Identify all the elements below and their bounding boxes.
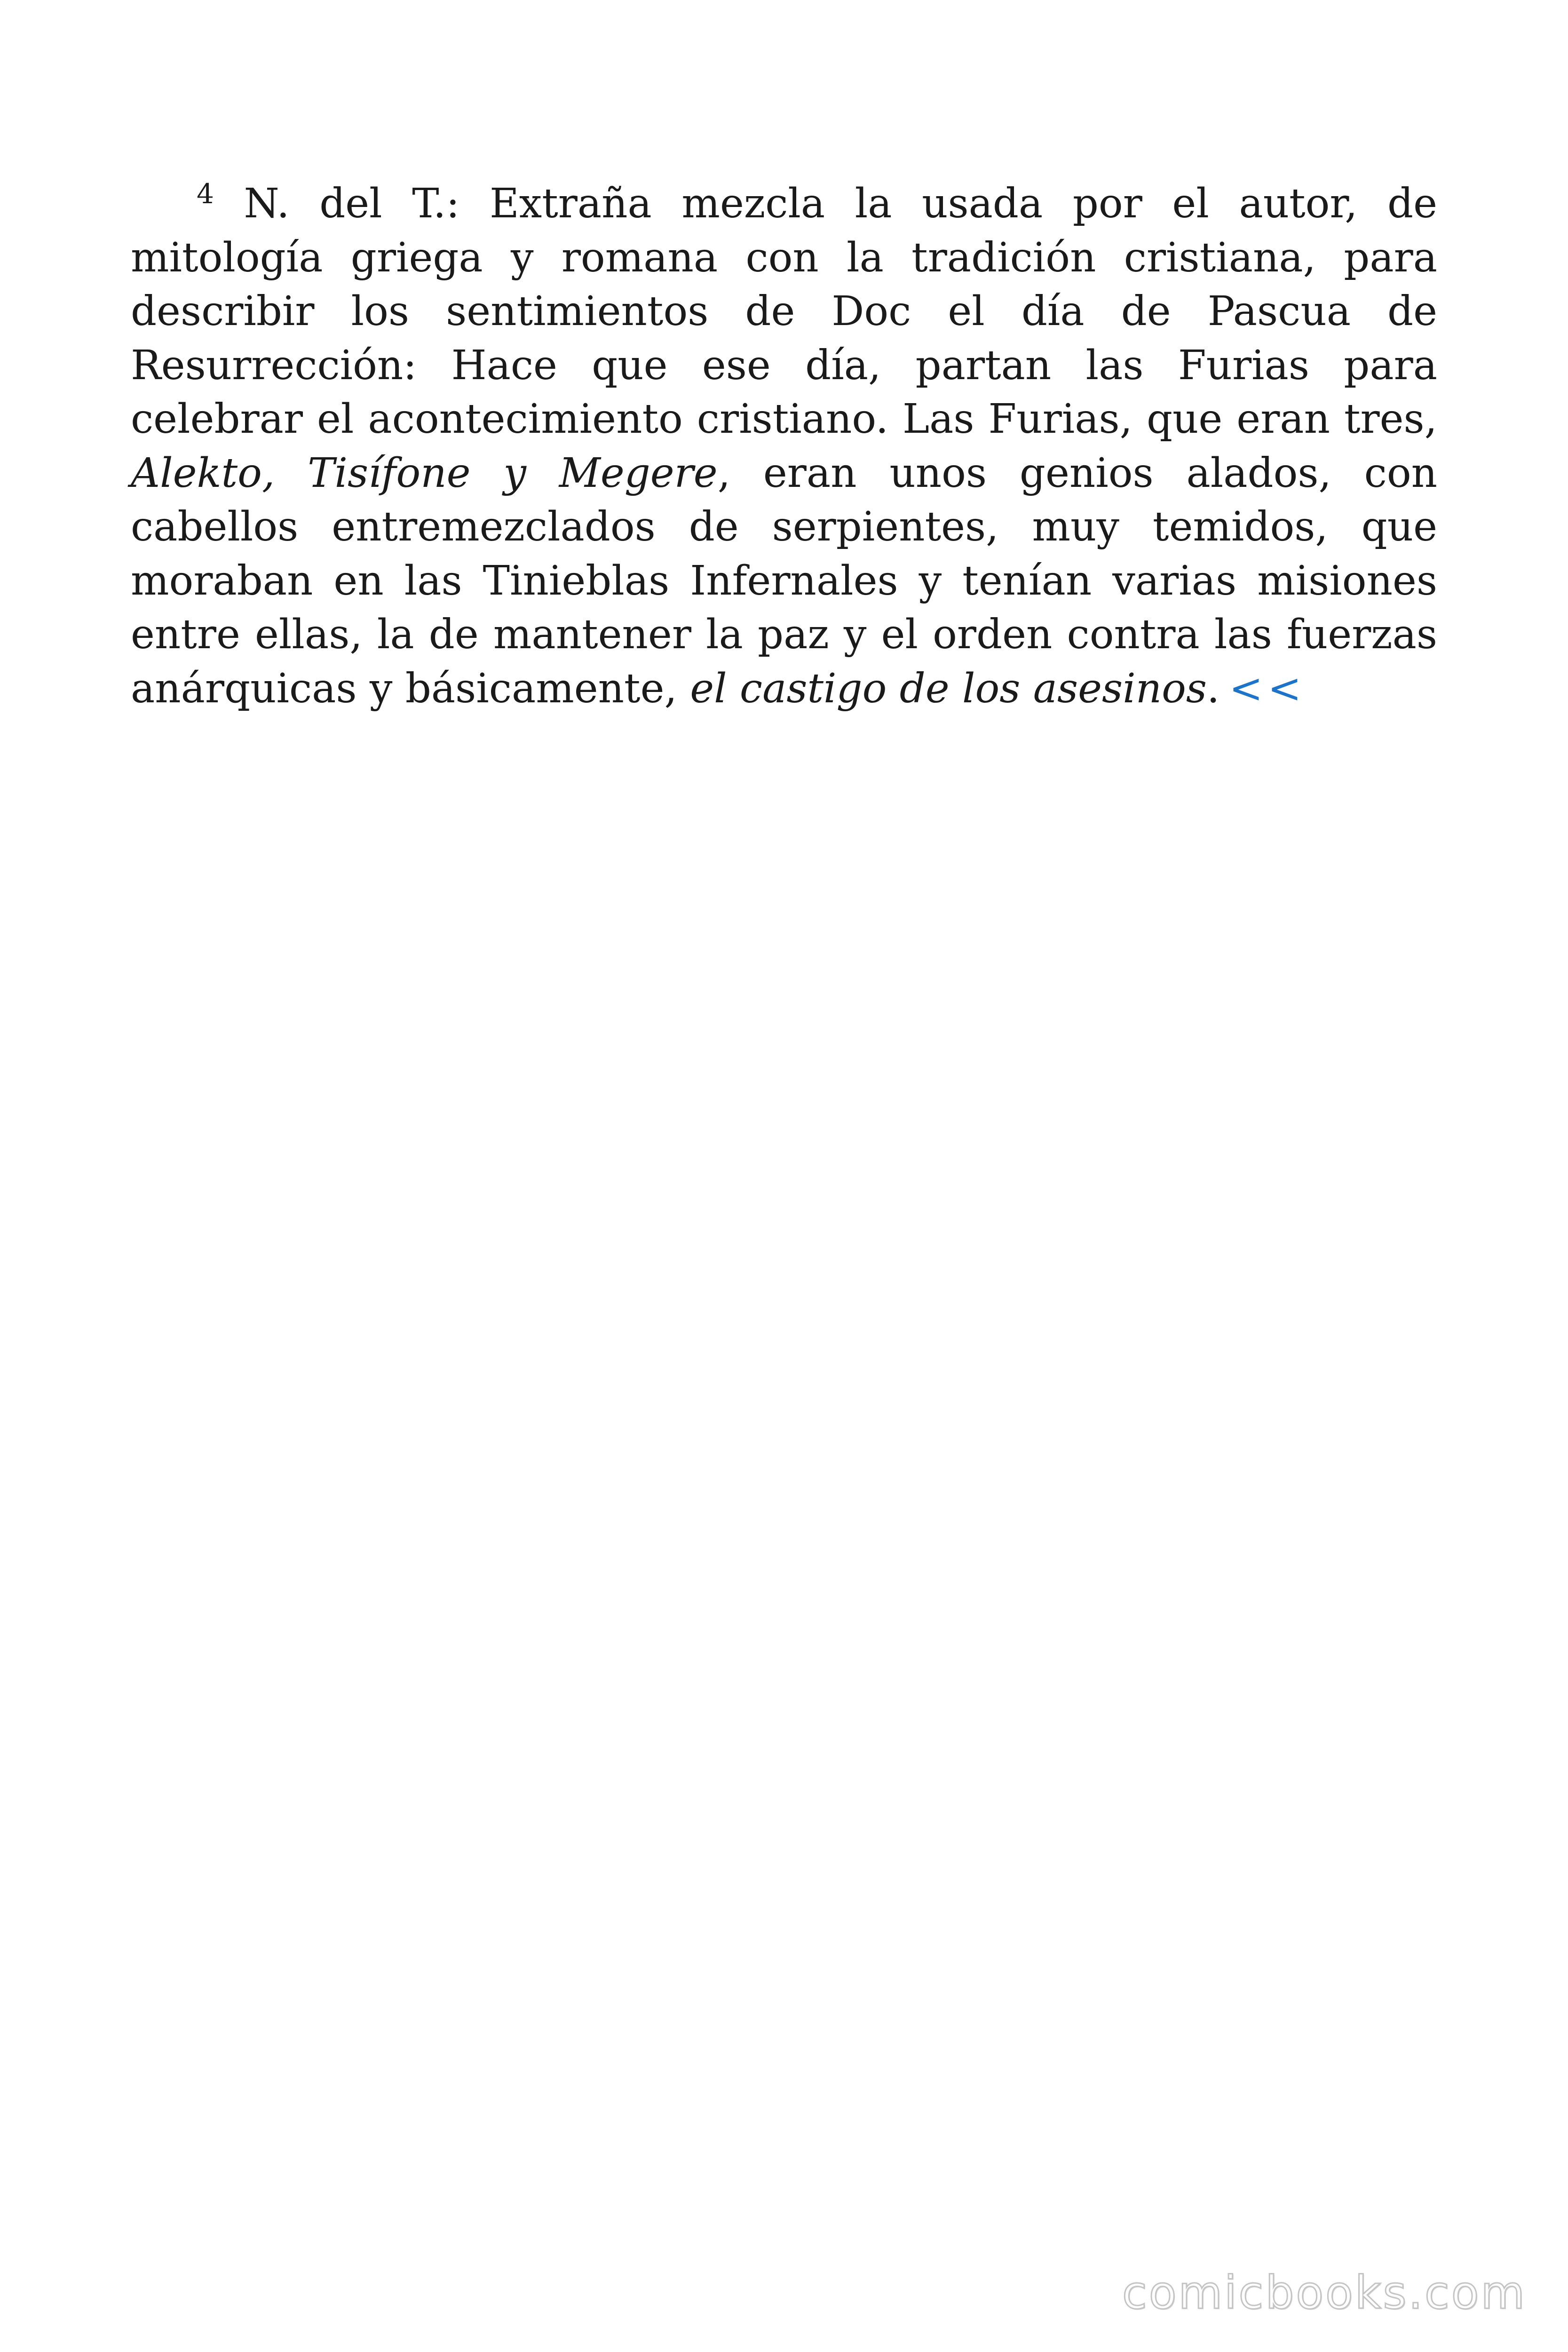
footnote-marker: 4 [197,178,214,210]
watermark: comicbooks.com [1122,2266,1527,2319]
footnote-italic-phrase: el castigo de los asesinos [690,665,1207,712]
footnote-italic-names: Alekto, Tisífone y Megere [131,449,718,497]
footnote-paragraph [131,177,1437,715]
footnote-text-part-2: , eran unos genios alados, con cabellos entremezclados de serpientes, muy temidos, que moraban en las Tinieblas Infernales y tenían varias misiones entre ellas, la de mantener la paz y el orden contra las fuerzas anárquicas y básicamente, [131,449,1437,712]
back-link[interactable]: << [1229,665,1307,712]
footnote-text-part-1: N. del T.: Extraña mezcla la usada por el autor, de mitología griega y romana con la tradición cristiana, para describir los sentimientos de Doc el día de Pascua de Resurrección: Hace que ese día, partan las Furias para celebrar el acontecimiento cristiano. Las Furias, que eran tres, [131,180,1437,443]
footnote-text-part-3: . [1207,665,1220,712]
